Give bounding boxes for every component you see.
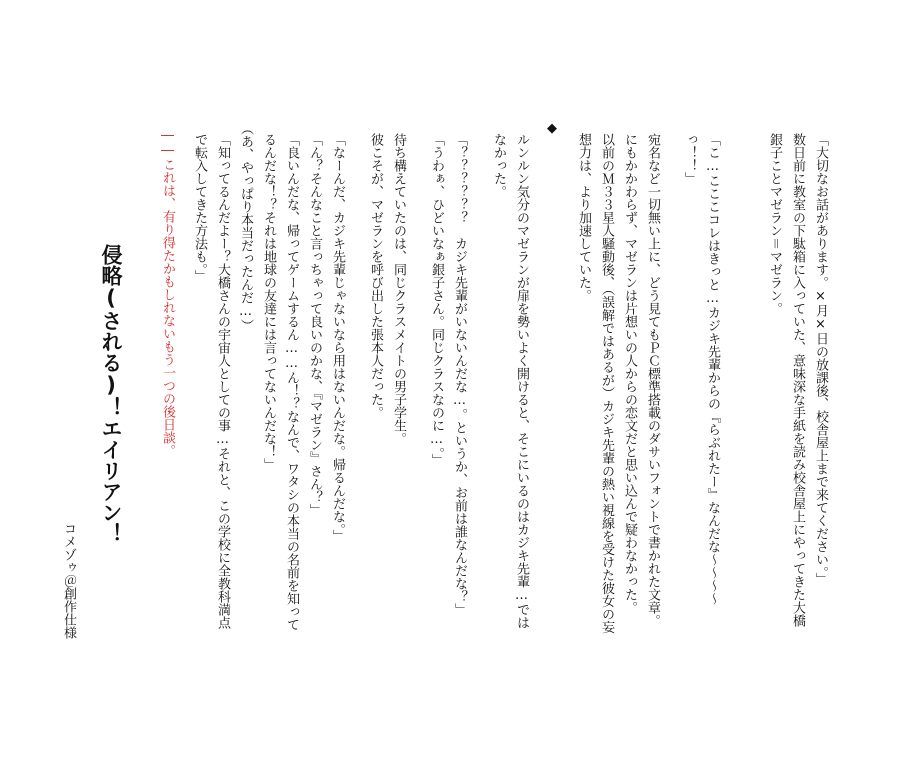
section-divider-icon: ◆ xyxy=(547,121,557,136)
text-line: 「うわぁ、ひどいなぁ銀子さん。同じクラスなのに…。」 xyxy=(429,133,444,467)
text-line: っ！！」 xyxy=(682,133,697,185)
text-line: 「良いんだな、帰ってゲームするん……ん！？なんで、ワタシの本当の名前を知って xyxy=(284,133,299,631)
text-line: 「こ…こここコレはきっと…カジキ先輩からの『らぶれたー』なんだな〜〜〜〜 xyxy=(705,133,720,605)
text-line: なかった。 xyxy=(491,133,506,198)
text-line: 「知ってるんだよー？大橋さんの宇宙人としての事…それと、この学校に全教科満点 xyxy=(215,133,230,629)
text-line: 「？？？？？？ カジキ先輩がいないんだな…。というか、お前は誰なんだな？」 xyxy=(452,133,467,616)
text-line: 数日前に教室の下駄箱に入っていた、意味深な手紙を読み校舎屋上にやってきた大橋 xyxy=(790,133,805,627)
text-line: で転入してきた方法も。」 xyxy=(192,133,207,283)
text-line: 「なーんだ、カジキ先輩じゃないなら用はないんだな。帰るんだな。」 xyxy=(330,133,345,543)
text-line: 「ん？そんなこと言っちゃって良いのかな、『マゼラン』さん？」 xyxy=(307,133,322,517)
text-line: るんだな！？それは地球の友達には言ってないんだな！」 xyxy=(261,133,276,471)
text-line: 待ち構えていたのは、同じクラスメイトの男子学生。 xyxy=(391,133,406,445)
text-line: 宛名など一切無い上に、どう見てもＰＣ標準搭載のダサいフォントで書かれた文章。 xyxy=(645,133,660,627)
text-line: 銀子ことマゼラン＝マゼラン。 xyxy=(767,133,782,315)
text-line: ルンルン気分のマゼランが扉を勢いよく開けると、そこにいるのはカジキ先輩…では xyxy=(514,133,529,629)
text-line: （あ、やっぱり本当だったんだ…） xyxy=(238,122,253,332)
text-line: 想力は、より加速していた。 xyxy=(576,133,591,302)
text-line: 彼こそが、マゼランを呼び出した張本人だった。 xyxy=(368,133,383,419)
text-line: にもかかわらず、マゼランは片想いの人からの恋文だと思い込んで疑わなかった。 xyxy=(622,133,637,614)
text-line: 「大切なお話があります。×月×日の放課後、校舎屋上まで来てください。」 xyxy=(813,133,828,586)
tagline: ――これは、有り得たかもしれないもう一つの後日談。 xyxy=(160,128,175,457)
text-line: 以前のＭ３３星人騒動後、（誤解ではあるが）カジキ先輩の熱い視線を受けた彼女の妄 xyxy=(599,133,614,634)
author-name: コメゾゥ＠創作仕様 xyxy=(61,522,76,639)
page-title: 侵略(される)！エイリアン！ xyxy=(99,244,123,544)
